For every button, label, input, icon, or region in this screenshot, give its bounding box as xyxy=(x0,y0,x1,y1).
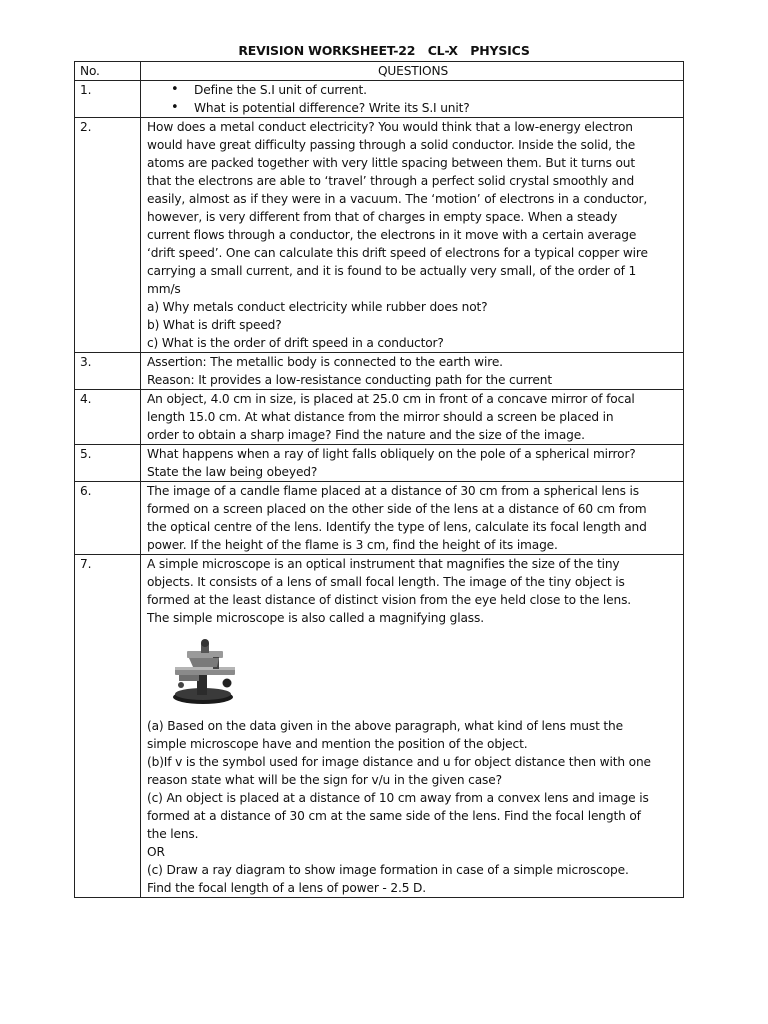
text-line: The image of a candle flame placed at a distance of 30 cm from a spherical lens is xyxy=(147,484,639,498)
text-line: (c) An object is placed at a distance of 10 cm away from a convex lens and image is xyxy=(147,791,649,805)
text-line: current flows through a conductor, the electrons in it move with a certain average xyxy=(147,228,637,242)
list-item: • What is potential difference? Write its S.I unit? xyxy=(147,99,679,117)
question-text xyxy=(141,118,684,353)
text-line: What happens when a ray of light falls obliquely on the pole of a spherical mirror? xyxy=(147,447,636,461)
bullet-list xyxy=(147,81,679,117)
text-line: b) What is drift speed? xyxy=(147,318,282,332)
text-line: the lens. xyxy=(147,827,199,841)
text-line: How does a metal conduct electricity? You would think that a low-energy electron xyxy=(147,120,633,134)
text-line: a) Why metals conduct electricity while rubber does not? xyxy=(147,300,488,314)
text-line: mm/s xyxy=(147,282,181,296)
question-number: 1. xyxy=(75,81,141,118)
question-number: 7. xyxy=(75,555,141,898)
question-row-3 xyxy=(75,353,684,390)
microscope-image-area xyxy=(147,627,679,717)
text-line: simple microscope have and mention the position of the object. xyxy=(147,737,528,751)
text-line: (a) Based on the data given in the above paragraph, what kind of lens must the xyxy=(147,719,623,733)
text-line: formed on a screen placed on the other side of the lens at a distance of 60 cm from xyxy=(147,502,647,516)
text-line: the optical centre of the lens. Identify the type of lens, calculate its focal length and xyxy=(147,520,647,534)
question-number: 5. xyxy=(75,445,141,482)
text-line: reason state what will be the sign for v/u in the given case? xyxy=(147,773,502,787)
questions-table xyxy=(74,61,684,898)
table-header-row xyxy=(75,62,684,81)
question-row-5 xyxy=(75,445,684,482)
question-row-1 xyxy=(75,81,684,118)
text-line: power. If the height of the flame is 3 cm, find the height of its image. xyxy=(147,538,558,552)
text-line: order to obtain a sharp image? Find the nature and the size of the image. xyxy=(147,428,585,442)
text-line: An object, 4.0 cm in size, is placed at 25.0 cm in front of a concave mirror of focal xyxy=(147,392,635,406)
question-number: 2. xyxy=(75,118,141,353)
text-line: A simple microscope is an optical instrument that magnifies the size of the tiny xyxy=(147,557,620,571)
text-line: length 15.0 cm. At what distance from the mirror should a screen be placed in xyxy=(147,410,614,424)
text-line: objects. It consists of a lens of small focal length. The image of the tiny object is xyxy=(147,575,625,589)
text-line: however, is very different from that of charges in empty space. When a steady xyxy=(147,210,618,224)
question-number: 4. xyxy=(75,390,141,445)
text-line: Assertion: The metallic body is connected to the earth wire. xyxy=(147,355,503,369)
question-row-4 xyxy=(75,390,684,445)
microscope-illustration xyxy=(157,637,241,707)
question-text xyxy=(141,353,684,390)
list-item: • Define the S.I unit of current. xyxy=(147,81,679,99)
text-line: formed at the least distance of distinct vision from the eye held close to the lens. xyxy=(147,593,632,607)
text-line: carrying a small current, and it is found to be actually very small, of the order of 1 xyxy=(147,264,637,278)
question-number: 6. xyxy=(75,482,141,555)
text-line: easily, almost as if they were in a vacuum. The ‘motion’ of electrons in a conductor, xyxy=(147,192,648,206)
text-line: Find the focal length of a lens of power - 2.5 D. xyxy=(147,881,427,895)
text-line: The simple microscope is also called a magnifying glass. xyxy=(147,611,484,625)
question-text xyxy=(141,445,684,482)
text-line: OR xyxy=(147,845,165,859)
question-row-7 xyxy=(75,555,684,898)
text-line: (b)If v is the symbol used for image distance and u for object distance then with one xyxy=(147,755,651,769)
text-line: would have great difficulty passing through a solid conductor. Inside the solid, the xyxy=(147,138,636,152)
text-line: Reason: It provides a low-resistance conducting path for the current xyxy=(147,373,552,387)
question-text xyxy=(141,482,684,555)
text-line: atoms are packed together with very little spacing between them. But it turns out xyxy=(147,156,636,170)
question-row-2 xyxy=(75,118,684,353)
text-line: ‘drift speed’. One can calculate this drift speed of electrons for a typical copper wire xyxy=(147,246,648,260)
question-text xyxy=(141,390,684,445)
text-line: (c) Draw a ray diagram to show image formation in case of a simple microscope. xyxy=(147,863,629,877)
text-line: c) What is the order of drift speed in a conductor? xyxy=(147,336,444,350)
text-line: that the electrons are able to ‘travel’ through a perfect solid crystal smoothly and xyxy=(147,174,635,188)
worksheet-title: REVISION WORKSHEET-22 CL-X PHYSICS xyxy=(238,43,530,58)
header-no: No. xyxy=(75,62,141,81)
header-questions: QUESTIONS xyxy=(141,62,684,81)
question-row-6 xyxy=(75,482,684,555)
question-number: 3. xyxy=(75,353,141,390)
question-text xyxy=(141,555,684,898)
text-line: State the law being obeyed? xyxy=(147,465,318,479)
text-line: formed at a distance of 30 cm at the same side of the lens. Find the focal length of xyxy=(147,809,641,823)
question-text xyxy=(141,81,684,118)
